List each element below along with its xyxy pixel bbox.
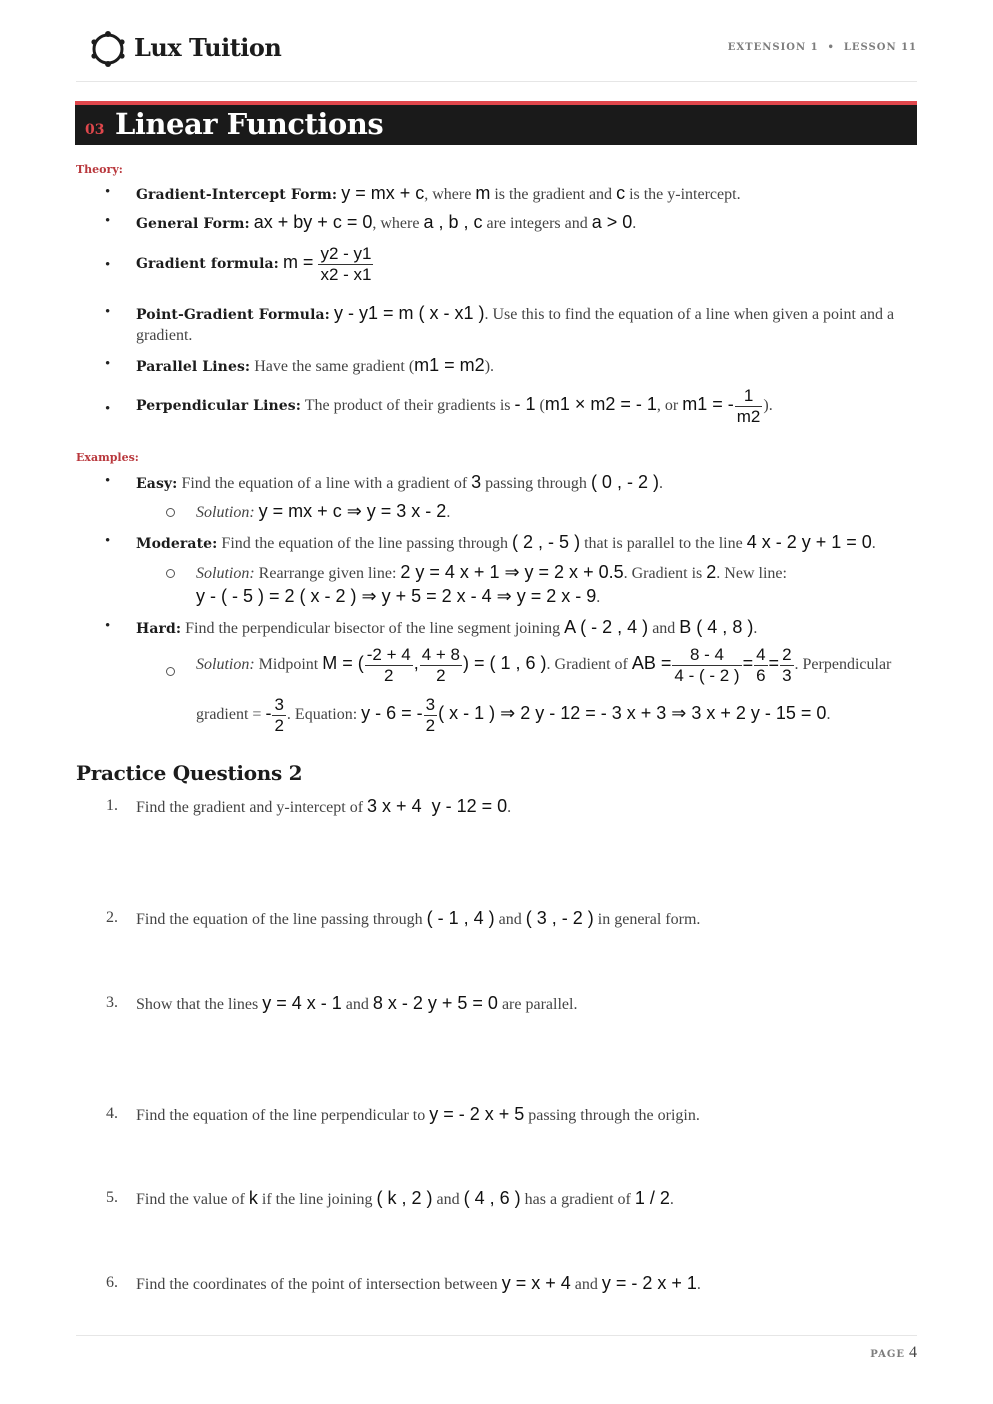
example-hard: Hard: Find the perpendicular bisector of the line segment joining A ( - 2 , 4 ) and B ( 4 , 8 ). — [136, 617, 758, 637]
page-number: PAGE 4 — [870, 1344, 917, 1361]
sub-bullet-icon — [166, 508, 175, 517]
question-number: 2. — [106, 909, 118, 926]
example-moderate: Moderate: Find the equation of the line passing through ( 2 , - 5 ) that is parallel to the line 4 x - 2 y + 1 = 0. — [136, 532, 876, 552]
theory-heading: Theory: — [76, 163, 123, 176]
four-sixths-fraction: $\frac{4}{6}$ — [756, 645, 766, 685]
practice-question: Find the gradient and y-intercept of 3 x + 4 y - 12 = 0. — [136, 796, 512, 816]
practice-question: Find the value of k if the line joining ( k , 2 ) and ( 4 , 6 ) has a gradient of 1 / 2. — [136, 1188, 674, 1208]
bullet-icon: • — [105, 257, 111, 273]
theory-item-gradient-formula: Gradient formula: m = $\frac{y2 - y1}{x2 - x1}$ — [136, 244, 372, 284]
page-header — [76, 26, 917, 82]
practice-question: Find the equation of the line passing through ( - 1 , 4 ) and ( 3 , - 2 ) in general form. — [136, 908, 701, 928]
perp-gradient-fraction: $\frac{3}{2}$ — [274, 695, 284, 735]
practice-question: Show that the lines y = 4 x - 1 and 8 x - 2 y + 5 = 0 are parallel. — [136, 993, 578, 1013]
practice-question: Find the coordinates of the point of intersection between y = x + 4 and y = - 2 x + 1. — [136, 1273, 701, 1293]
midpoint-x-fraction: $\frac{-2 + 4}{2}$ — [366, 645, 411, 685]
example-hard-solution-cont: gradient = - $\frac{3}{2}$ . Equation: y - 6 = - $\frac{3}{2}$ ( x - 1 ) ⇒ 2 y - 12 = - 3 x + 3 ⇒ 3 x + 2 y - 15 = 0. — [196, 695, 831, 735]
theory-item-perpendicular: Perpendicular Lines: The product of their gradients is - 1 (m1 × m2 = - 1, or m1 = - $\frac{1}{m2}$ ). — [136, 386, 773, 426]
practice-title: Practice Questions 2 — [76, 761, 303, 785]
example-easy: Easy: Find the equation of a line with a gradient of 3 passing through ( 0 , - 2 ). — [136, 472, 663, 492]
logo-icon — [90, 29, 126, 69]
section-number: 03 — [85, 122, 105, 138]
sub-bullet-icon — [166, 569, 175, 578]
example-easy-solution: Solution: y = mx + c ⇒ y = 3 x - 2. — [196, 501, 451, 521]
theory-item-gradient-intercept: Gradient-Intercept Form: y = mx + c, where m is the gradient and c is the y-intercept. — [136, 183, 741, 203]
midpoint-y-fraction: $\frac{4 + 8}{2}$ — [421, 645, 461, 685]
lesson-label: EXTENSION 1 • LESSON 11 — [727, 42, 917, 53]
example-moderate-solution-cont: y - ( - 5 ) = 2 ( x - 2 ) ⇒ y + 5 = 2 x - 4 ⇒ y = 2 x - 9. — [196, 586, 601, 606]
question-number: 3. — [106, 994, 118, 1011]
examples-heading: Examples: — [76, 451, 139, 464]
two-thirds-fraction: $\frac{2}{3}$ — [782, 645, 792, 685]
question-number: 6. — [106, 1274, 118, 1291]
perpendicular-fraction: $\frac{1}{m2}$ — [736, 386, 761, 426]
bullet-icon: • — [105, 618, 111, 634]
section-title-bar — [75, 101, 917, 145]
bullet-icon: • — [105, 213, 111, 229]
bullet-icon: • — [105, 533, 111, 549]
footer-divider — [76, 1335, 917, 1336]
sub-bullet-icon — [166, 667, 175, 676]
brand-name: Lux Tuition — [134, 33, 282, 62]
example-moderate-solution: Solution: Rearrange given line: 2 y = 4 x + 1 ⇒ y = 2 x + 0.5. Gradient is 2. New line: — [196, 562, 787, 582]
example-hard-solution: Solution: Midpoint M = ( $\frac{-2 + 4}{2}$ , $\frac{4 + 8}{2}$ ) = ( 1 , 6 ). Gradient of AB = $\frac{8 - 4}{4 - ( - 2 )}$ = $\frac{4}{6}$ = $\frac{2}{3}$ . Perpendicular — [196, 645, 892, 685]
theory-item-point-gradient: Point-Gradient Formula: y - y1 = m ( x - x1 ). Use this to find the equation of a line when given a point and a — [136, 303, 895, 323]
question-number: 1. — [106, 797, 118, 814]
equation-fraction: $\frac{3}{2}$ — [425, 695, 436, 735]
theory-item-point-gradient-cont: gradient. — [136, 327, 193, 344]
question-number: 5. — [106, 1189, 118, 1206]
question-number: 4. — [106, 1105, 118, 1122]
section-title: Linear Functions — [115, 107, 384, 141]
bullet-icon: • — [105, 184, 111, 200]
bullet-icon: • — [105, 356, 111, 372]
bullet-icon: • — [105, 304, 111, 320]
bullet-icon: • — [105, 401, 111, 417]
gradient-ab-fraction: $\frac{8 - 4}{4 - ( - 2 )}$ — [674, 645, 740, 685]
theory-item-general-form: General Form: ax + by + c = 0, where a , b , c are integers and a > 0. — [136, 212, 637, 232]
theory-item-parallel: Parallel Lines: Have the same gradient (m1 = m2). — [136, 355, 495, 375]
gradient-fraction: $\frac{y2 - y1}{x2 - x1}$ — [320, 244, 372, 284]
bullet-icon: • — [105, 473, 111, 489]
practice-question: Find the equation of the line perpendicular to y = - 2 x + 5 passing through the origin. — [136, 1104, 700, 1124]
